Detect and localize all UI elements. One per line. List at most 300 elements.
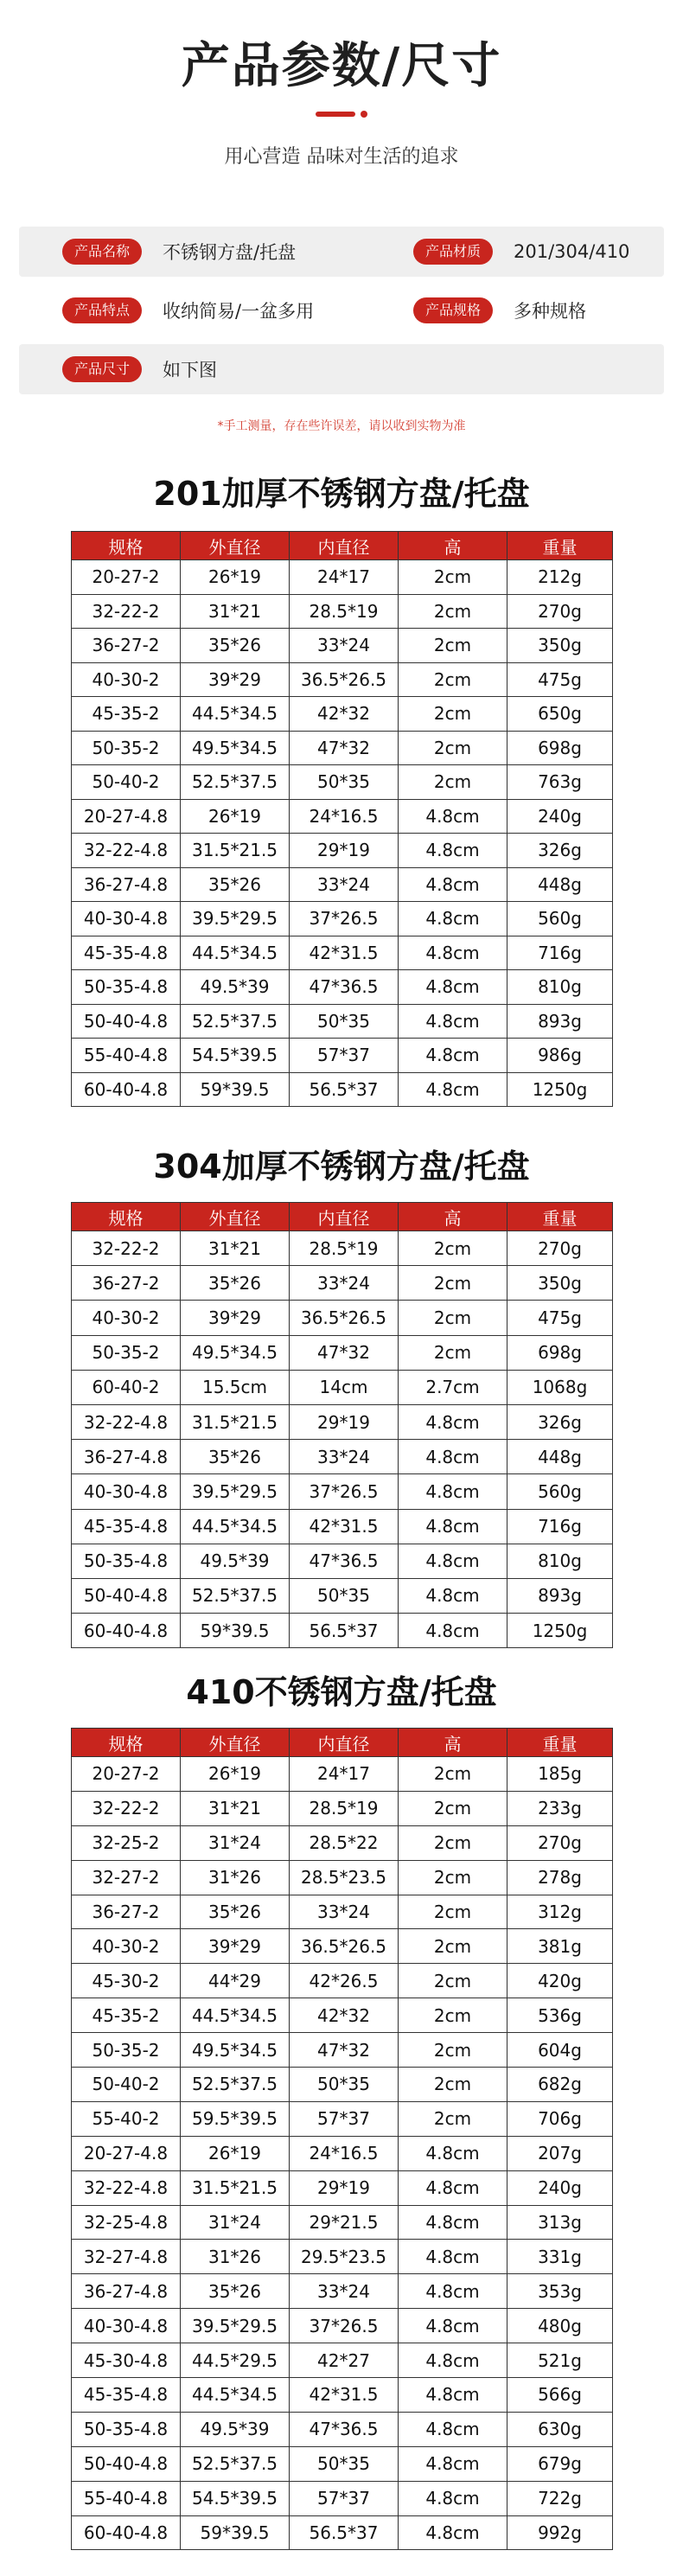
table-cell: 240g: [507, 2170, 613, 2205]
table-cell: 2cm: [399, 560, 507, 595]
column-header: 高: [399, 1729, 507, 1757]
underline-dot: [361, 111, 367, 118]
table-cell: 706g: [507, 2101, 613, 2136]
table-cell: 33*24: [290, 1895, 399, 1929]
table-cell: 270g: [507, 594, 613, 629]
column-header: 内直径: [290, 1203, 399, 1231]
table-410-title: 410不锈钢方盘/托盘: [186, 1673, 497, 1711]
table-cell: 2cm: [399, 1964, 507, 1998]
table-cell: 29*21.5: [290, 2205, 399, 2240]
table-row: [72, 2136, 613, 2170]
column-header: 外直径: [181, 532, 290, 560]
table-row: [72, 1895, 613, 1929]
table-cell: 4.8cm: [399, 1004, 507, 1039]
table-cell: 560g: [507, 1474, 613, 1509]
table-304-title: 304加厚不锈钢方盘/托盘: [153, 1147, 530, 1186]
table-cell: 50-40-4.8: [72, 1004, 181, 1039]
table-row: [72, 731, 613, 765]
table-cell: 4.8cm: [399, 970, 507, 1005]
table-cell: 32-22-2: [72, 1791, 181, 1825]
table-cell: 57*37: [290, 1039, 399, 1073]
table-cell: 4.8cm: [399, 2481, 507, 2515]
table-cell: 2cm: [399, 594, 507, 629]
table-cell: 55-40-2: [72, 2101, 181, 2136]
table-cell: 698g: [507, 731, 613, 765]
table-cell: 28.5*19: [290, 1231, 399, 1266]
table-cell: 2cm: [399, 629, 507, 663]
table-cell: 36-27-4.8: [72, 867, 181, 902]
info-row-name-material: [19, 227, 664, 277]
table-row: [72, 1791, 613, 1825]
table-cell: 56.5*37: [290, 2515, 399, 2550]
table-row: [72, 936, 613, 970]
table-row: [72, 1825, 613, 1860]
table-cell: 29*19: [290, 1404, 399, 1439]
table-cell: 763g: [507, 765, 613, 800]
table-cell: 50*35: [290, 1578, 399, 1613]
table-cell: 4.8cm: [399, 2170, 507, 2205]
table-cell: 52.5*37.5: [181, 1578, 290, 1613]
table-cell: 326g: [507, 834, 613, 868]
table-cell: 42*27: [290, 2343, 399, 2378]
table-cell: 45-35-4.8: [72, 936, 181, 970]
table-cell: 716g: [507, 1509, 613, 1544]
table-cell: 2.7cm: [399, 1370, 507, 1404]
spec-table-410: [71, 1728, 613, 2550]
table-row: [72, 1440, 613, 1474]
table-cell: 40-30-2: [72, 1929, 181, 1964]
table-cell: 52.5*37.5: [181, 2446, 290, 2481]
column-header: 高: [399, 1203, 507, 1231]
spec-label-badge: 产品规格: [413, 297, 493, 323]
table-row: [72, 1757, 613, 1792]
table-cell: 32-22-4.8: [72, 1404, 181, 1439]
table-cell: 650g: [507, 697, 613, 732]
table-row: [72, 1614, 613, 1648]
table-cell: 45-35-4.8: [72, 1509, 181, 1544]
table-cell: 4.8cm: [399, 799, 507, 834]
table-row: [72, 834, 613, 868]
table-cell: 28.5*23.5: [290, 1860, 399, 1895]
table-cell: 31*21: [181, 1231, 290, 1266]
table-cell: 2cm: [399, 1757, 507, 1792]
table-cell: 4.8cm: [399, 2412, 507, 2446]
table-cell: 32-25-2: [72, 1825, 181, 1860]
table-cell: 50-40-4.8: [72, 2446, 181, 2481]
table-cell: 35*26: [181, 1266, 290, 1301]
table-cell: 49.5*39: [181, 1544, 290, 1578]
table-cell: 44.5*34.5: [181, 1509, 290, 1544]
table-cell: 270g: [507, 1231, 613, 1266]
table-row: [72, 765, 613, 800]
table-cell: 24*17: [290, 560, 399, 595]
table-cell: 42*31.5: [290, 2378, 399, 2413]
column-header: 规格: [72, 1729, 181, 1757]
table-cell: 42*26.5: [290, 1964, 399, 1998]
table-cell: 2cm: [399, 1998, 507, 2033]
table-cell: 45-35-2: [72, 697, 181, 732]
column-header: 重量: [507, 1203, 613, 1231]
table-cell: 33*24: [290, 867, 399, 902]
table-cell: 326g: [507, 1404, 613, 1439]
table-cell: 40-30-4.8: [72, 902, 181, 936]
table-cell: 44.5*34.5: [181, 936, 290, 970]
feature-value: 收纳简易/一盆多用: [163, 301, 315, 322]
table-cell: 1250g: [507, 1072, 613, 1107]
table-cell: 39.5*29.5: [181, 2309, 290, 2343]
underline-bar: [316, 112, 355, 117]
table-cell: 26*19: [181, 799, 290, 834]
table-row: [72, 1404, 613, 1439]
table-cell: 36-27-2: [72, 1266, 181, 1301]
table-cell: 35*26: [181, 1440, 290, 1474]
table-cell: 59*39.5: [181, 1614, 290, 1648]
table-cell: 36-27-2: [72, 1895, 181, 1929]
table-cell: 2cm: [399, 1301, 507, 1335]
table-cell: 560g: [507, 902, 613, 936]
table-cell: 50-35-4.8: [72, 970, 181, 1005]
table-row: [72, 629, 613, 663]
table-cell: 353g: [507, 2274, 613, 2309]
table-cell: 35*26: [181, 2274, 290, 2309]
table-cell: 40-30-2: [72, 662, 181, 697]
table-cell: 39.5*29.5: [181, 1474, 290, 1509]
table-cell: 2cm: [399, 1929, 507, 1964]
table-cell: 31*26: [181, 2240, 290, 2274]
table-cell: 36-27-4.8: [72, 1440, 181, 1474]
table-cell: 185g: [507, 1757, 613, 1792]
table-cell: 420g: [507, 1964, 613, 1998]
table-cell: 2cm: [399, 697, 507, 732]
table-header-row: [72, 532, 613, 560]
table-cell: 29*19: [290, 2170, 399, 2205]
table-cell: 32-25-4.8: [72, 2205, 181, 2240]
table-cell: 49.5*34.5: [181, 2033, 290, 2068]
table-cell: 59*39.5: [181, 2515, 290, 2550]
table-cell: 47*36.5: [290, 2412, 399, 2446]
table-row: [72, 1544, 613, 1578]
table-row: [72, 2446, 613, 2481]
table-cell: 36.5*26.5: [290, 1301, 399, 1335]
table-cell: 32-22-2: [72, 1231, 181, 1266]
table-cell: 28.5*19: [290, 1791, 399, 1825]
table-row: [72, 1370, 613, 1404]
table-row: [72, 2033, 613, 2068]
info-row-size: [19, 344, 664, 394]
table-cell: 682g: [507, 2068, 613, 2102]
name-value: 不锈钢方盘/托盘: [163, 242, 297, 263]
page-subtitle: 用心营造 品味对生活的追求: [224, 146, 459, 168]
table-cell: 2cm: [399, 1266, 507, 1301]
table-cell: 986g: [507, 1039, 613, 1073]
table-cell: 36.5*26.5: [290, 1929, 399, 1964]
table-cell: 37*26.5: [290, 1474, 399, 1509]
table-cell: 45-30-4.8: [72, 2343, 181, 2378]
table-cell: 42*31.5: [290, 936, 399, 970]
table-cell: 35*26: [181, 867, 290, 902]
table-cell: 37*26.5: [290, 2309, 399, 2343]
table-cell: 536g: [507, 1998, 613, 2033]
table-cell: 47*36.5: [290, 970, 399, 1005]
table-cell: 20-27-4.8: [72, 2136, 181, 2170]
table-row: [72, 799, 613, 834]
table-cell: 893g: [507, 1578, 613, 1613]
table-cell: 45-30-2: [72, 1964, 181, 1998]
table-cell: 32-27-4.8: [72, 2240, 181, 2274]
table-cell: 39.5*29.5: [181, 902, 290, 936]
table-cell: 32-27-2: [72, 1860, 181, 1895]
table-cell: 44.5*34.5: [181, 1998, 290, 2033]
table-cell: 50-35-2: [72, 2033, 181, 2068]
table-cell: 50*35: [290, 765, 399, 800]
table-cell: 31*26: [181, 1860, 290, 1895]
table-cell: 20-27-4.8: [72, 799, 181, 834]
table-cell: 47*32: [290, 2033, 399, 2068]
spec-table-304: [71, 1202, 613, 1648]
table-cell: 52.5*37.5: [181, 765, 290, 800]
table-cell: 233g: [507, 1791, 613, 1825]
table-cell: 52.5*37.5: [181, 2068, 290, 2102]
table-cell: 57*37: [290, 2101, 399, 2136]
table-row: [72, 1039, 613, 1073]
title-underline: [0, 111, 683, 118]
table-cell: 4.8cm: [399, 1440, 507, 1474]
page-title: 产品参数/尺寸: [181, 38, 502, 94]
table-cell: 4.8cm: [399, 2136, 507, 2170]
column-header: 内直径: [290, 1729, 399, 1757]
table-cell: 54.5*39.5: [181, 1039, 290, 1073]
table-cell: 33*24: [290, 1440, 399, 1474]
info-material: [342, 239, 664, 265]
column-header: 高: [399, 532, 507, 560]
table-cell: 42*31.5: [290, 1509, 399, 1544]
table-cell: 59*39.5: [181, 1072, 290, 1107]
table-cell: 32-22-4.8: [72, 834, 181, 868]
info-name: [19, 239, 342, 265]
table-cell: 4.8cm: [399, 2240, 507, 2274]
table-cell: 2cm: [399, 2033, 507, 2068]
table-row: [72, 902, 613, 936]
column-header: 重量: [507, 1729, 613, 1757]
table-cell: 50*35: [290, 1004, 399, 1039]
table-cell: 33*24: [290, 629, 399, 663]
table-cell: 1068g: [507, 1370, 613, 1404]
table-cell: 4.8cm: [399, 1578, 507, 1613]
table-row: [72, 1860, 613, 1895]
table-cell: 31.5*21.5: [181, 2170, 290, 2205]
table-row: [72, 1231, 613, 1266]
table-cell: 47*36.5: [290, 1544, 399, 1578]
table-cell: 4.8cm: [399, 834, 507, 868]
table-cell: 50*35: [290, 2446, 399, 2481]
table-row: [72, 560, 613, 595]
table-cell: 480g: [507, 2309, 613, 2343]
table-cell: 2cm: [399, 2101, 507, 2136]
table-cell: 381g: [507, 1929, 613, 1964]
table-row: [72, 1474, 613, 1509]
table-cell: 4.8cm: [399, 867, 507, 902]
table-cell: 31*24: [181, 1825, 290, 1860]
table-cell: 50-40-2: [72, 765, 181, 800]
table-row: [72, 1335, 613, 1370]
table-cell: 4.8cm: [399, 902, 507, 936]
table-cell: 36.5*26.5: [290, 662, 399, 697]
table-cell: 57*37: [290, 2481, 399, 2515]
table-cell: 20-27-2: [72, 1757, 181, 1792]
table-cell: 893g: [507, 1004, 613, 1039]
table-cell: 36-27-4.8: [72, 2274, 181, 2309]
table-cell: 350g: [507, 629, 613, 663]
table-cell: 4.8cm: [399, 1072, 507, 1107]
table-header-row: [72, 1203, 613, 1231]
table-cell: 24*17: [290, 1757, 399, 1792]
measurement-note: *手工测量，存在些许误差，请以收到实物为准: [217, 419, 466, 433]
column-header: 规格: [72, 1203, 181, 1231]
table-cell: 47*32: [290, 731, 399, 765]
table-cell: 26*19: [181, 1757, 290, 1792]
table-cell: 4.8cm: [399, 936, 507, 970]
table-cell: 44.5*34.5: [181, 697, 290, 732]
table-cell: 679g: [507, 2446, 613, 2481]
table-cell: 36-27-2: [72, 629, 181, 663]
table-row: [72, 662, 613, 697]
table-cell: 722g: [507, 2481, 613, 2515]
table-header-row: [72, 1729, 613, 1757]
table-cell: 60-40-4.8: [72, 1072, 181, 1107]
table-cell: 31.5*21.5: [181, 1404, 290, 1439]
table-cell: 14cm: [290, 1370, 399, 1404]
material-label-badge: 产品材质: [413, 239, 493, 265]
table-cell: 40-30-4.8: [72, 2309, 181, 2343]
table-row: [72, 1964, 613, 1998]
table-row: [72, 2412, 613, 2446]
table-201-title: 201加厚不锈钢方盘/托盘: [153, 475, 530, 513]
table-cell: 29*19: [290, 834, 399, 868]
table-cell: 20-27-2: [72, 560, 181, 595]
table-cell: 207g: [507, 2136, 613, 2170]
table-cell: 49.5*39: [181, 2412, 290, 2446]
table-cell: 4.8cm: [399, 1544, 507, 1578]
table-cell: 448g: [507, 867, 613, 902]
table-cell: 54.5*39.5: [181, 2481, 290, 2515]
table-row: [72, 2240, 613, 2274]
table-cell: 475g: [507, 662, 613, 697]
table-cell: 44.5*34.5: [181, 2378, 290, 2413]
table-row: [72, 1266, 613, 1301]
table-cell: 630g: [507, 2412, 613, 2446]
table-row: [72, 2481, 613, 2515]
table-cell: 4.8cm: [399, 2309, 507, 2343]
table-row: [72, 2170, 613, 2205]
table-cell: 278g: [507, 1860, 613, 1895]
table-cell: 60-40-2: [72, 1370, 181, 1404]
table-cell: 31*24: [181, 2205, 290, 2240]
table-cell: 49.5*34.5: [181, 1335, 290, 1370]
table-row: [72, 697, 613, 732]
table-cell: 716g: [507, 936, 613, 970]
table-cell: 4.8cm: [399, 1509, 507, 1544]
table-cell: 50-35-2: [72, 731, 181, 765]
table-cell: 4.8cm: [399, 2515, 507, 2550]
table-cell: 37*26.5: [290, 902, 399, 936]
table-row: [72, 2309, 613, 2343]
table-cell: 212g: [507, 560, 613, 595]
table-cell: 35*26: [181, 1895, 290, 1929]
table-cell: 566g: [507, 2378, 613, 2413]
table-row: [72, 1072, 613, 1107]
table-cell: 475g: [507, 1301, 613, 1335]
table-row: [72, 2343, 613, 2378]
name-label-badge: 产品名称: [62, 239, 142, 265]
info-size: [19, 356, 342, 382]
table-row: [72, 2205, 613, 2240]
table-cell: 49.5*39: [181, 970, 290, 1005]
table-cell: 4.8cm: [399, 1474, 507, 1509]
table-cell: 50-40-4.8: [72, 1578, 181, 1613]
column-header: 外直径: [181, 1203, 290, 1231]
table-cell: 810g: [507, 970, 613, 1005]
table-cell: 40-30-2: [72, 1301, 181, 1335]
table-cell: 4.8cm: [399, 2343, 507, 2378]
table-cell: 44.5*29.5: [181, 2343, 290, 2378]
table-cell: 60-40-4.8: [72, 1614, 181, 1648]
table-cell: 50-35-4.8: [72, 1544, 181, 1578]
table-cell: 52.5*37.5: [181, 1004, 290, 1039]
table-row: [72, 970, 613, 1005]
table-cell: 55-40-4.8: [72, 1039, 181, 1073]
table-row: [72, 1004, 613, 1039]
info-spec: [342, 297, 664, 323]
table-cell: 24*16.5: [290, 2136, 399, 2170]
table-cell: 4.8cm: [399, 1039, 507, 1073]
table-cell: 45-35-2: [72, 1998, 181, 2033]
table-row: [72, 867, 613, 902]
table-cell: 44*29: [181, 1964, 290, 1998]
table-cell: 810g: [507, 1544, 613, 1578]
column-header: 外直径: [181, 1729, 290, 1757]
table-cell: 42*32: [290, 1998, 399, 2033]
size-label-badge: 产品尺寸: [62, 356, 142, 382]
table-cell: 29.5*23.5: [290, 2240, 399, 2274]
table-cell: 28.5*19: [290, 594, 399, 629]
table-cell: 15.5cm: [181, 1370, 290, 1404]
table-cell: 521g: [507, 2343, 613, 2378]
table-cell: 33*24: [290, 1266, 399, 1301]
table-cell: 59.5*39.5: [181, 2101, 290, 2136]
table-cell: 47*32: [290, 1335, 399, 1370]
table-cell: 40-30-4.8: [72, 1474, 181, 1509]
table-cell: 50-40-2: [72, 2068, 181, 2102]
table-row: [72, 2274, 613, 2309]
product-info-panel: [19, 227, 664, 403]
table-cell: 42*32: [290, 697, 399, 732]
table-cell: 32-22-4.8: [72, 2170, 181, 2205]
info-feature: [19, 297, 342, 323]
table-cell: 240g: [507, 799, 613, 834]
table-cell: 39*29: [181, 662, 290, 697]
feature-label-badge: 产品特点: [62, 297, 142, 323]
table-cell: 55-40-4.8: [72, 2481, 181, 2515]
table-cell: 2cm: [399, 662, 507, 697]
table-cell: 2cm: [399, 765, 507, 800]
table-row: [72, 2378, 613, 2413]
table-cell: 2cm: [399, 1860, 507, 1895]
table-cell: 2cm: [399, 1895, 507, 1929]
table-cell: 28.5*22: [290, 1825, 399, 1860]
table-row: [72, 1998, 613, 2033]
table-cell: 313g: [507, 2205, 613, 2240]
table-cell: 56.5*37: [290, 1614, 399, 1648]
